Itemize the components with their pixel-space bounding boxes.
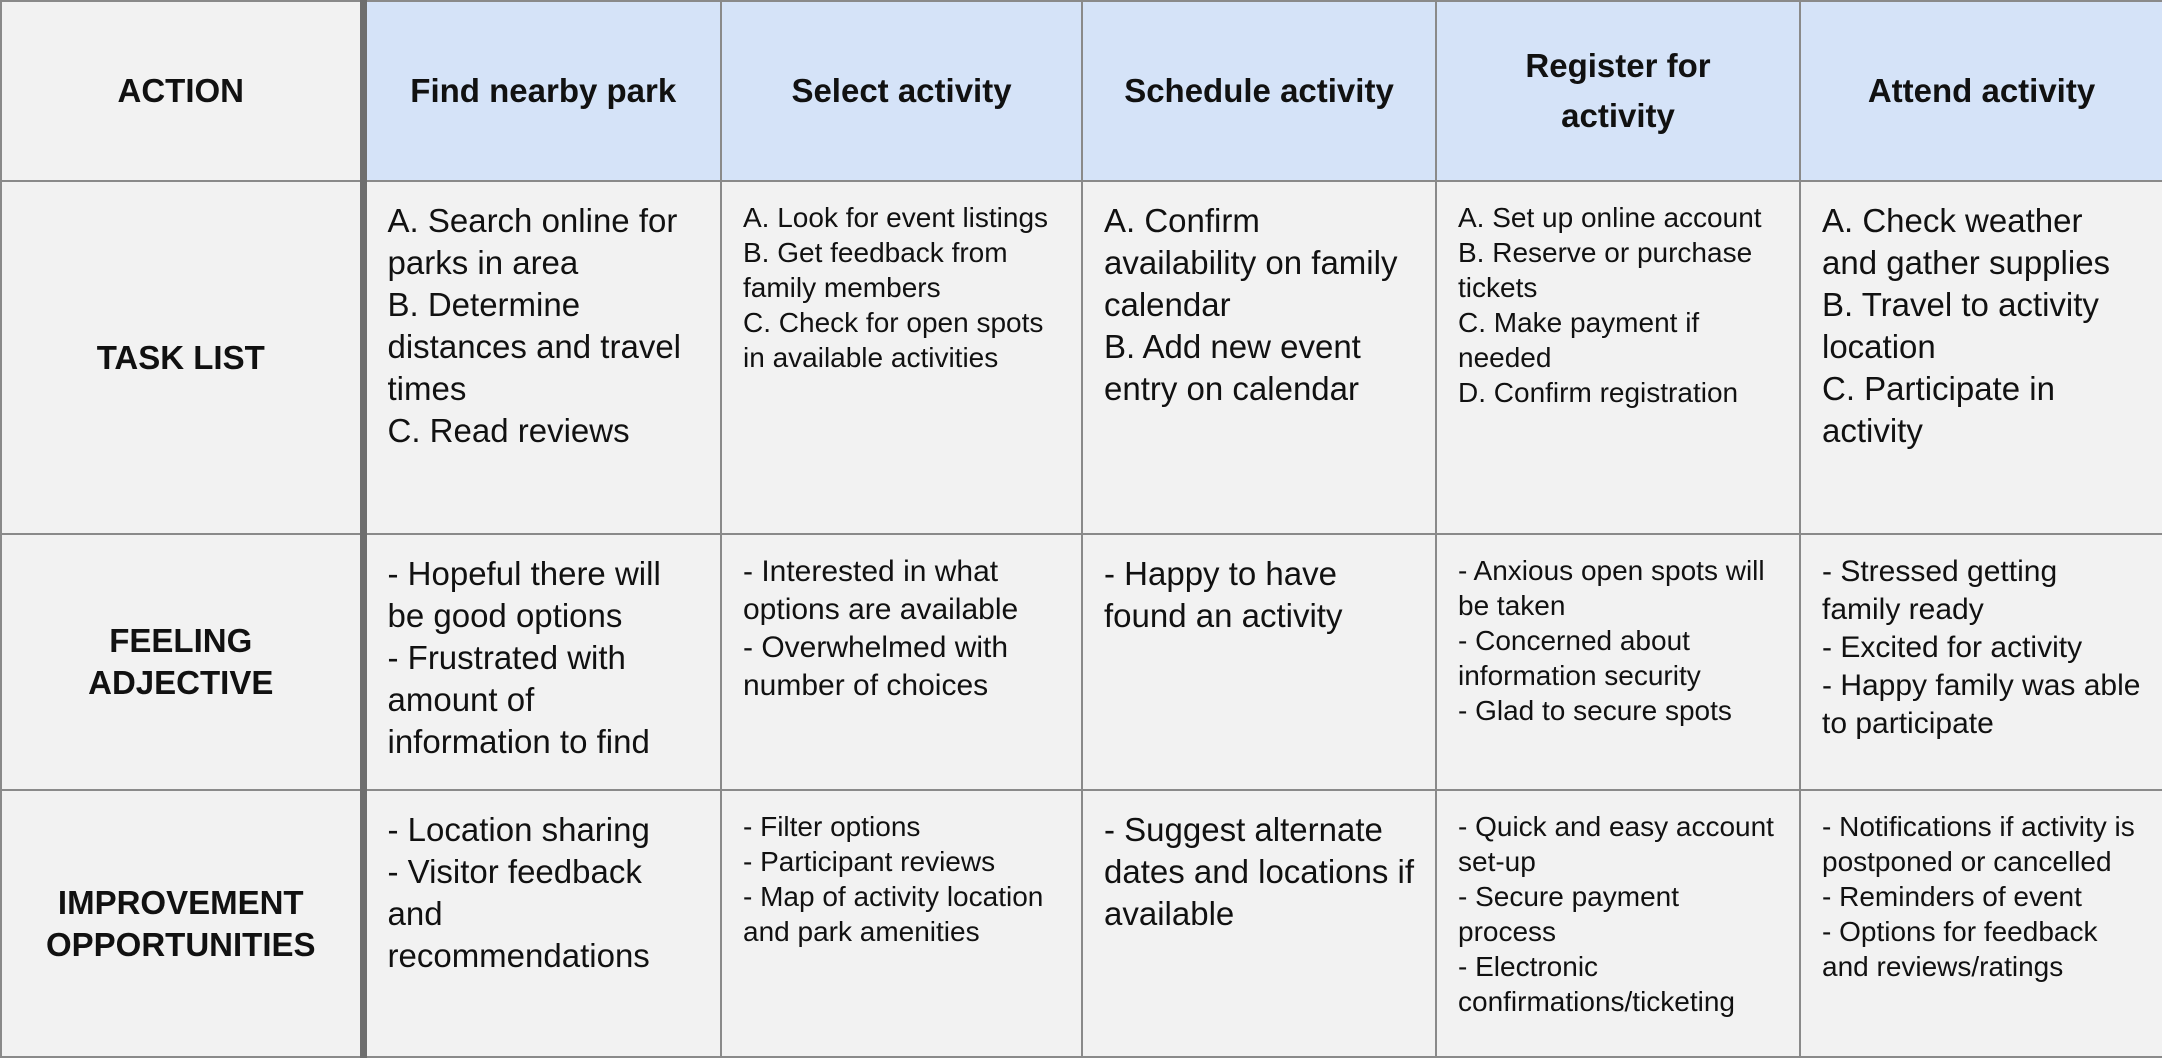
action-header: ACTION	[1, 1, 363, 181]
improvement-find-nearby-park: - Location sharing - Visitor feedback and recommendations	[363, 790, 721, 1057]
feeling-adjective-row-label: FEELING ADJECTIVE	[1, 534, 363, 790]
column-header-select-activity: Select activity	[721, 1, 1082, 181]
improvement-schedule-activity: - Suggest alternate dates and locations if available	[1082, 790, 1436, 1057]
feeling-attend-activity: - Stressed getting family ready - Excited for activity - Happy family was able to participate	[1800, 534, 2162, 790]
task-list-register-for-activity: A. Set up online account B. Reserve or purchase tickets C. Make payment if needed D. Confirm registration	[1436, 181, 1800, 534]
improvement-opportunities-row-label: IMPROVEMENT OPPORTUNITIES	[1, 790, 363, 1057]
feeling-register-for-activity: - Anxious open spots will be taken - Concerned about information security - Glad to secure spots	[1436, 534, 1800, 790]
column-header-schedule-activity: Schedule activity	[1082, 1, 1436, 181]
column-header-attend-activity: Attend activity	[1800, 1, 2162, 181]
header-row	[1, 1, 2162, 181]
feeling-find-nearby-park: - Hopeful there will be good options - Frustrated with amount of information to find	[363, 534, 721, 790]
task-list-row	[1, 181, 2162, 534]
task-list-attend-activity: A. Check weather and gather supplies B. Travel to activity location C. Participate in activity	[1800, 181, 2162, 534]
task-list-row-label: TASK LIST	[1, 181, 363, 534]
improvement-attend-activity: - Notifications if activity is postponed or cancelled - Reminders of event - Options for feedback and reviews/ratings	[1800, 790, 2162, 1057]
task-list-select-activity: A. Look for event listings B. Get feedback from family members C. Check for open spots in available activities	[721, 181, 1082, 534]
improvement-select-activity: - Filter options - Participant reviews - Map of activity location and park amenities	[721, 790, 1082, 1057]
column-header-register-for-activity: Register for activity	[1436, 1, 1800, 181]
improvement-opportunities-row	[1, 790, 2162, 1057]
feeling-select-activity: - Interested in what options are available - Overwhelmed with number of choices	[721, 534, 1082, 790]
column-header-find-nearby-park: Find nearby park	[363, 1, 721, 181]
feeling-schedule-activity: - Happy to have found an activity	[1082, 534, 1436, 790]
improvement-register-for-activity: - Quick and easy account set-up - Secure payment process - Electronic confirmations/ticketing	[1436, 790, 1800, 1057]
task-list-schedule-activity: A. Confirm availability on family calendar B. Add new event entry on calendar	[1082, 181, 1436, 534]
feeling-adjective-row	[1, 534, 2162, 790]
task-list-find-nearby-park: A. Search online for parks in area B. Determine distances and travel times C. Read reviews	[363, 181, 721, 534]
